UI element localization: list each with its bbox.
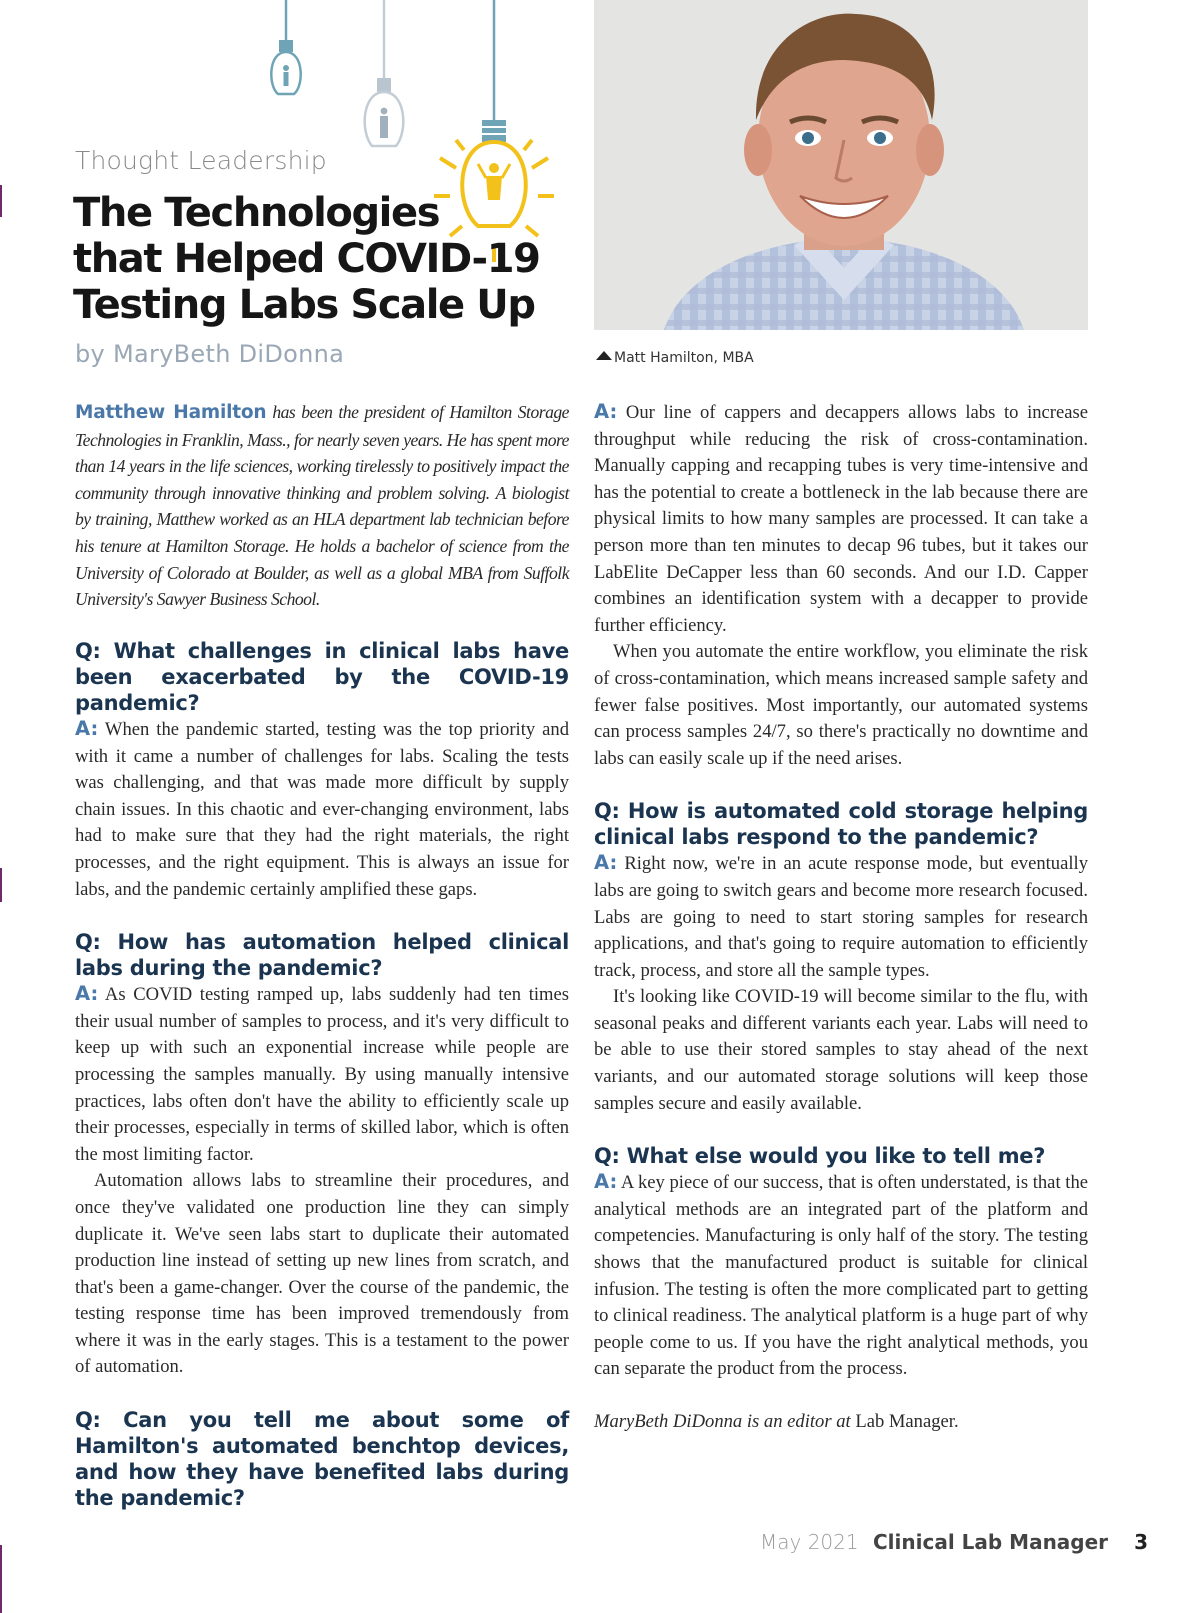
footer-date: May 2021 — [760, 1530, 859, 1554]
byline: by MaryBeth DiDonna — [75, 340, 345, 368]
answer-2 — [75, 981, 569, 1168]
answer-3-continued: When you automate the entire workflow, you eliminate the risk of cross-contamination, which means increased sample safety and fewer false positives. Most importantly, our automated systems can process samples 24/7, so there's practically no downtime and labs can easily scale up if the need arises. — [594, 641, 1088, 769]
edge-mark — [0, 868, 2, 902]
answer-label: A: — [594, 400, 618, 423]
edge-mark — [0, 185, 2, 217]
title-line-1: The Technologies — [73, 190, 440, 236]
question-4: Q: How is automated cold storage helping clinical labs respond to the pandemic? — [594, 799, 1088, 850]
article-title — [73, 190, 540, 328]
edge-mark — [0, 1545, 2, 1613]
answer-1 — [75, 716, 569, 903]
signature-text: is an editor at — [742, 1411, 856, 1432]
title-line-2: that Helped COVID-19 — [73, 236, 540, 282]
intro-paragraph — [75, 399, 569, 613]
signature-publication: Lab Manager. — [855, 1411, 959, 1432]
author-signature — [594, 1409, 1088, 1436]
answer-4 — [594, 850, 1088, 984]
left-column — [75, 638, 569, 1511]
caption-arrow-icon — [596, 351, 612, 360]
footer-magazine: Clinical Lab Manager — [873, 1530, 1109, 1554]
signature-name: MaryBeth DiDonna — [594, 1411, 743, 1432]
section-kicker: Thought Leadership — [75, 146, 327, 175]
answer-2-continued: Automation allows labs to streamline their procedures, and once they've validated one production line they can simply duplicate it. We've seen labs start to duplicate their automated production line instead of setting up new lines from scratch, and that's been a game-changer. Over the course of the pandemic, the testing response time has been improved tremendously from where it was in the early stages. This is a testament to the power of automation. — [75, 1170, 569, 1378]
answer-label: A: — [594, 851, 618, 875]
page-footer — [760, 1530, 1148, 1560]
answer-3 — [594, 399, 1088, 639]
answer-5-text: A key piece of our success, that is often understated, is that the analytical methods are an integrated part of the platform and competencies. Manufacturing is only half of the story. The testing shows that the manufactured product is suitable for clinical infusion. The testing is often the more complicated part to getting to clinical readiness. The analytical platform is a huge part of why people come to us. If you have the right analytical methods, you can separate the product from the process. — [594, 1172, 1088, 1380]
answer-label: A: — [594, 1170, 618, 1194]
answer-3-text: Our line of cappers and decappers allows labs to increase throughput while reducing the risk of cross-contamination. Manually capping and recapping tubes is very time-intensive and has the potential to create a bottleneck in the lab because there are physical limits to how many samples are processed. It can take a person more than ten minutes to decap 96 tubes, but it takes our LabElite DeCapper less than 60 seconds. And our I.D. Capper combines an identification system with a decapper to provide further efficiency. — [594, 402, 1088, 636]
intro-text: has been the president of Hamilton Storage Technologies in Franklin, Mass., for nearly seven years. He has spent more than 14 years in the life sciences, working tirelessly to positively impact the community through innovative thinking and problem solving. A biologist by training, Matthew worked as an HLA department lab technician before his tenure at Hamilton Storage. He holds a bachelor of science from the University of Colorado at Boulder, as well as a global MBA from Suffolk University's Sawyer Business School. — [75, 402, 569, 610]
portrait-photo — [594, 0, 1088, 330]
answer-label: A: — [75, 982, 99, 1006]
page-number: 3 — [1134, 1530, 1148, 1554]
title-line-3: Testing Labs Scale Up — [73, 282, 535, 328]
photo-caption — [596, 350, 754, 366]
intro-name: Matthew Hamilton — [75, 402, 267, 423]
portrait-image — [594, 0, 1088, 330]
lightbulb-grey-icon — [365, 0, 404, 146]
answer-4-text: Right now, we're in an acute response mode, but eventually labs are going to switch gears and become more research focused. Labs are going to need to start storing samples for research applications, and that's going to require automation to efficiently track, process, and store all the sample types. — [594, 853, 1088, 981]
question-2: Q: How has automation helped clinical labs during the pandemic? — [75, 930, 569, 981]
question-3: Q: Can you tell me about some of Hamilton's automated benchtop devices, and how they have benefited labs during the pandemic? — [75, 1408, 569, 1511]
right-column — [594, 399, 1088, 1436]
answer-2-text: As COVID testing ramped up, labs suddenly had ten times their usual number of samples to process, and it's very difficult to keep up with such an exponential increase while people are processing the samples manually. By using manually intensive practices, labs often don't have the ability to efficiently scale up their processes, especially in terms of skilled labor, which is often the most limiting factor. — [75, 984, 569, 1165]
answer-5 — [594, 1169, 1088, 1383]
lightbulb-teal-icon — [271, 0, 300, 94]
answer-1-text: When the pandemic started, testing was the top priority and with it came a number of challenges for labs. Scaling the tests was challenging, and that was made more difficult by supply chain issues. In this chaotic and ever-changing environment, labs had to make sure that they had the right materials, the right processes, and the right equipment. This is always an issue for labs, and the pandemic certainly amplified these gaps. — [75, 719, 569, 900]
answer-4-continued: It's looking like COVID-19 will become similar to the flu, with seasonal peaks and different variants each year. Labs will need to be able to use their stored samples to stay ahead of the next variants, and our automated storage solutions will keep those samples secure and easily available. — [594, 986, 1088, 1114]
question-5: Q: What else would you like to tell me? — [594, 1144, 1046, 1169]
question-1: Q: What challenges in clinical labs have been exacerbated by the COVID-19 pandemic? — [75, 639, 569, 715]
answer-label: A: — [75, 717, 99, 740]
caption-text: Matt Hamilton, MBA — [614, 350, 754, 366]
